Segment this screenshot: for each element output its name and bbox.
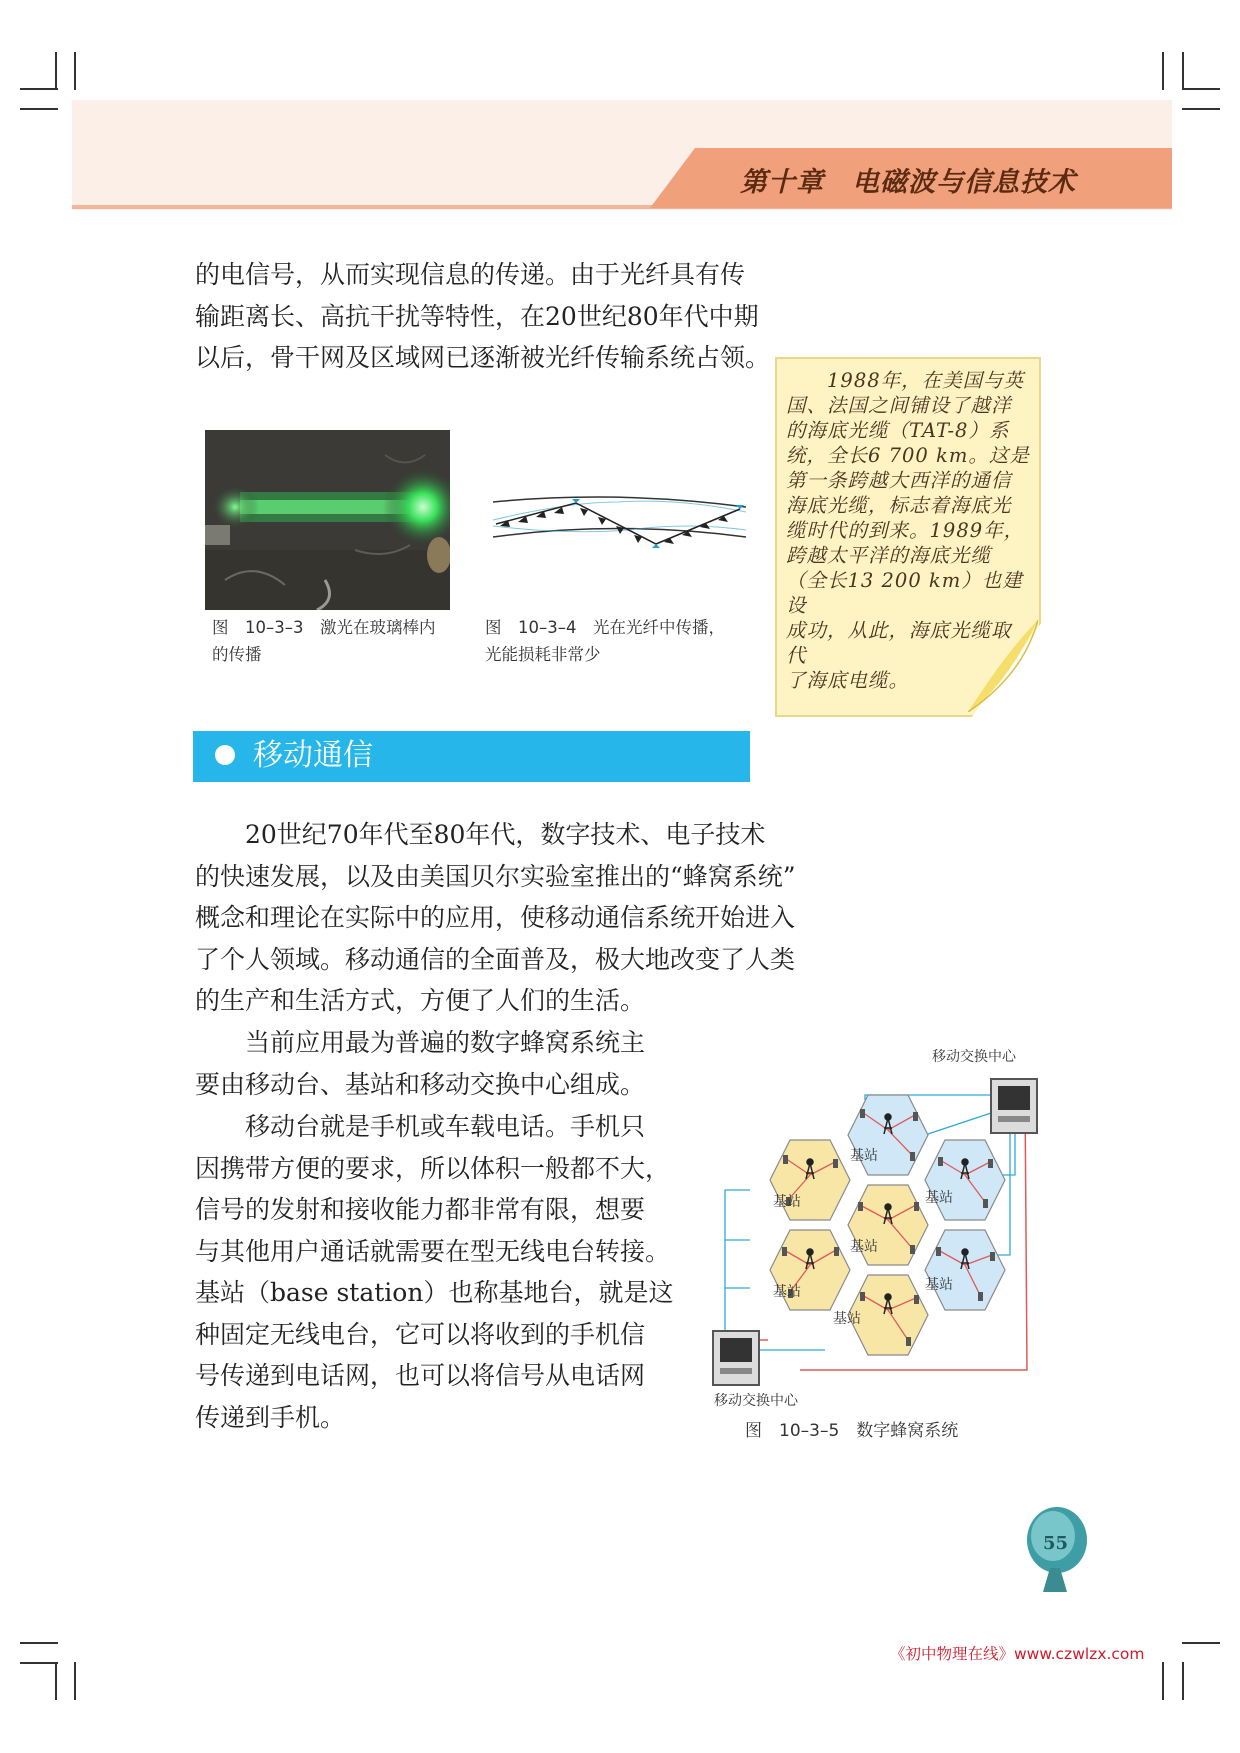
- figure-caption-10-3-3: [212, 614, 436, 668]
- page-number: 55: [1043, 1533, 1069, 1554]
- text-line: 传递到手机。: [195, 1402, 346, 1432]
- paragraph-mobile-station: [195, 1106, 673, 1438]
- switching-center-label-top: 移动交换中心: [932, 1049, 1016, 1065]
- text-line: 种固定无线电台，它可以将收到的手机信: [195, 1319, 646, 1349]
- caption-line: 图 10–3–4 光在光纤中传播，: [485, 618, 725, 637]
- base-station-label: 基站: [773, 1194, 801, 1210]
- base-station-label: 基站: [925, 1190, 953, 1206]
- text-line: 以后，骨干网及区域网已逐渐被光纤传输系统占领。: [195, 343, 771, 372]
- note-line: 成功，从此，海底光缆取代: [786, 619, 1012, 667]
- chapter-title: 第十章 电磁波与信息技术: [740, 167, 1076, 198]
- figure-caption-10-3-5: 图 10–3–5 数字蜂窝系统: [745, 1421, 959, 1441]
- note-line: 海底光缆，标志着海底光: [786, 494, 1012, 517]
- switching-center-icon: [990, 1078, 1038, 1134]
- crop-mark: [74, 1662, 76, 1700]
- crop-mark: [1162, 1662, 1164, 1700]
- text-line: 的快速发展，以及由美国贝尔实验室推出的“蜂窝系统”: [195, 861, 796, 891]
- crop-mark: [20, 88, 58, 90]
- crop-mark: [74, 52, 76, 90]
- crop-mark: [20, 1642, 58, 1644]
- crop-mark: [20, 108, 58, 110]
- crop-mark: [55, 52, 57, 90]
- crop-mark: [55, 1662, 57, 1700]
- text-line: 移动台就是手机或车载电话。手机只: [195, 1112, 646, 1141]
- text-line: 的生产和生活方式，方便了人们的生活。: [195, 986, 646, 1015]
- laser-glass-rod-photo: [205, 430, 450, 610]
- text-line: 概念和理论在实际中的应用，使移动通信系统开始进入: [195, 903, 796, 932]
- text-line: 基站（base station）也称基地台，就是这: [195, 1278, 674, 1307]
- optical-fiber-diagram: [488, 490, 750, 570]
- note-line: 跨越太平洋的海底光缆: [786, 544, 992, 567]
- text-line: 20世纪70年代至80年代，数字技术、电子技术: [195, 820, 766, 849]
- crop-mark: [1182, 108, 1220, 110]
- text-line: 了个人领域。移动通信的全面普及，极大地改变了人类: [195, 944, 796, 974]
- text-line: 的电信号，从而实现信息的传递。由于光纤具有传: [195, 260, 746, 289]
- switching-center-icon: [712, 1330, 760, 1386]
- crop-mark: [20, 1662, 58, 1664]
- text-line: 信号的发射和接收能力都非常有限，想要: [195, 1195, 646, 1224]
- text-line: 号传递到电话网，也可以将信号从电话网: [195, 1361, 646, 1390]
- crop-mark: [1182, 1662, 1184, 1700]
- base-station-label: 基站: [925, 1277, 953, 1293]
- intro-paragraph: [195, 254, 770, 379]
- crop-mark: [1162, 52, 1164, 90]
- note-line: 统，全长6 700 km。这是: [786, 444, 1030, 467]
- base-station-label: 基站: [850, 1239, 878, 1255]
- text-line: 与其他用户通话就需要在型无线电台转接。: [195, 1236, 671, 1266]
- note-line: 的海底光缆（TAT-8）系: [786, 419, 1010, 442]
- bullet-icon: [215, 745, 235, 765]
- note-line: 国、法国之间铺设了越洋: [786, 394, 1012, 417]
- switching-center-label-bottom: 移动交换中心: [714, 1393, 798, 1409]
- note-line: 了海底电缆。: [786, 669, 910, 692]
- caption-line: 光能损耗非常少: [485, 645, 601, 664]
- crop-mark: [1182, 88, 1220, 90]
- paragraph-system-components: [195, 1022, 645, 1105]
- note-line: 缆时代的到来。1989年，: [786, 519, 1025, 542]
- note-line: 第一条跨越大西洋的通信: [786, 469, 1012, 492]
- note-line: （全长13 200 km）也建设: [786, 569, 1023, 617]
- note-line: 1988年，在美国与英: [786, 369, 1025, 392]
- text-line: 当前应用最为普遍的数字蜂窝系统主: [195, 1028, 646, 1057]
- base-station-label: 基站: [850, 1148, 878, 1164]
- text-line: 因携带方便的要求，所以体积一般都不大，: [195, 1153, 671, 1183]
- paragraph-mobile-history: [195, 814, 796, 1022]
- text-line: 要由移动台、基站和移动交换中心组成。: [195, 1069, 646, 1099]
- sidebar-note-text: [786, 368, 1030, 693]
- caption-line: 图 10–3–3 激光在玻璃棒内: [212, 618, 436, 637]
- crop-mark: [1182, 52, 1184, 90]
- section-title: 移动通信: [253, 738, 373, 773]
- base-station-label: 基站: [773, 1284, 801, 1300]
- figure-caption-10-3-4: [485, 614, 725, 668]
- text-line: 输距离长、高抗干扰等特性，在20世纪80年代中期: [195, 301, 759, 331]
- footer-credit: 《初中物理在线》www.czwlzx.com: [890, 1645, 1145, 1663]
- caption-line: 的传播: [212, 645, 262, 664]
- crop-mark: [1182, 1642, 1220, 1644]
- base-station-label: 基站: [833, 1311, 861, 1327]
